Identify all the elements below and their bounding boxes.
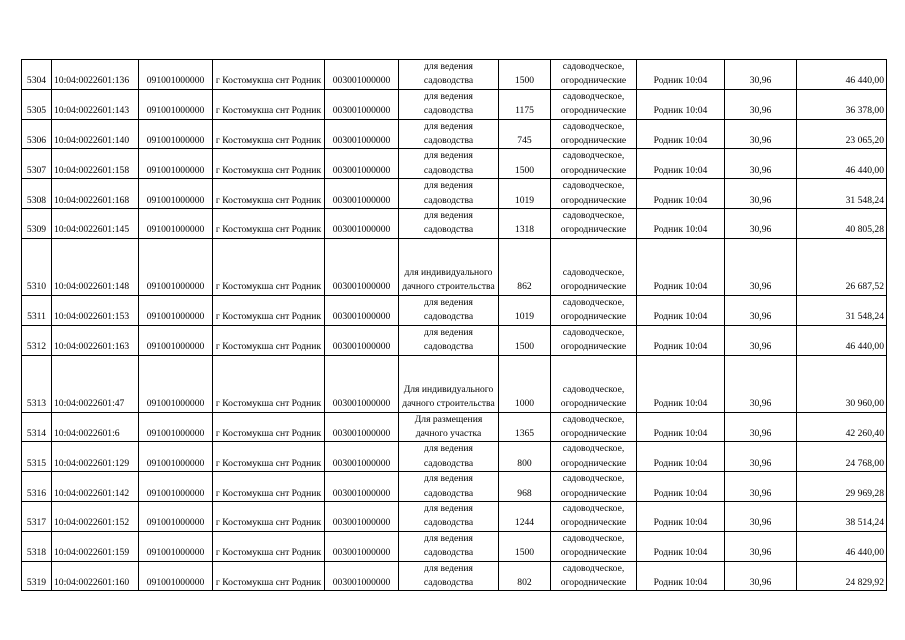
row-number: 5314 (22, 412, 52, 442)
permitted-use: для ведения садоводства (399, 472, 499, 502)
table-body (22, 60, 887, 591)
cadastral-number: 10:04:0022601:163 (52, 325, 139, 355)
permitted-use: для ведения садоводства (399, 149, 499, 179)
row-number: 5317 (22, 501, 52, 531)
cadastral-number: 10:04:0022601:145 (52, 209, 139, 239)
cadastral-value: 31 548,24 (797, 295, 887, 325)
address: г Костомукша снт Родник (213, 561, 325, 591)
cadastral-value: 46 440,00 (797, 149, 887, 179)
oktmo-code: 003001000000 (325, 472, 399, 502)
land-category: садоводческое, огороднические (551, 325, 637, 355)
cadastral-number: 10:04:0022601:158 (52, 149, 139, 179)
cadastral-value: 31 548,24 (797, 179, 887, 209)
table-row (22, 501, 887, 531)
land-category: садоводческое, огороднические (551, 238, 637, 295)
cadastral-value: 46 440,00 (797, 325, 887, 355)
cadastral-value: 46 440,00 (797, 531, 887, 561)
row-number: 5313 (22, 355, 52, 412)
row-number: 5315 (22, 442, 52, 472)
cadastral-value: 24 829,92 (797, 561, 887, 591)
area: 1019 (499, 295, 551, 325)
valuation-zone: Родник 10:04 (637, 209, 725, 239)
land-category: садоводческое, огороднические (551, 149, 637, 179)
cadastral-number: 10:04:0022601:142 (52, 472, 139, 502)
specific-value: 30,96 (725, 442, 797, 472)
address: г Костомукша снт Родник (213, 442, 325, 472)
permitted-use: для ведения садоводства (399, 179, 499, 209)
permitted-use: для ведения садоводства (399, 325, 499, 355)
address: г Костомукша снт Родник (213, 412, 325, 442)
okato-code: 091001000000 (139, 355, 213, 412)
oktmo-code: 003001000000 (325, 119, 399, 149)
table-row (22, 325, 887, 355)
okato-code: 091001000000 (139, 325, 213, 355)
specific-value: 30,96 (725, 561, 797, 591)
area: 862 (499, 238, 551, 295)
land-category: садоводческое, огороднические (551, 531, 637, 561)
cadastral-value: 24 768,00 (797, 442, 887, 472)
cadastral-value: 46 440,00 (797, 60, 887, 90)
valuation-zone: Родник 10:04 (637, 179, 725, 209)
okato-code: 091001000000 (139, 89, 213, 119)
permitted-use: Для размещения дачного участка (399, 412, 499, 442)
okato-code: 091001000000 (139, 60, 213, 90)
valuation-zone: Родник 10:04 (637, 60, 725, 90)
cadastral-value: 30 960,00 (797, 355, 887, 412)
oktmo-code: 003001000000 (325, 149, 399, 179)
permitted-use: для ведения садоводства (399, 209, 499, 239)
land-category: садоводческое, огороднические (551, 179, 637, 209)
row-number: 5318 (22, 531, 52, 561)
area: 1500 (499, 531, 551, 561)
land-category: садоводческое, огороднические (551, 60, 637, 90)
row-number: 5308 (22, 179, 52, 209)
row-number: 5316 (22, 472, 52, 502)
cadastral-number: 10:04:0022601:129 (52, 442, 139, 472)
table-row (22, 442, 887, 472)
oktmo-code: 003001000000 (325, 209, 399, 239)
valuation-zone: Родник 10:04 (637, 561, 725, 591)
cadastral-value: 38 514,24 (797, 501, 887, 531)
specific-value: 30,96 (725, 531, 797, 561)
valuation-zone: Родник 10:04 (637, 325, 725, 355)
table-row (22, 209, 887, 239)
address: г Костомукша снт Родник (213, 238, 325, 295)
cadastral-number: 10:04:0022601:159 (52, 531, 139, 561)
area: 1500 (499, 325, 551, 355)
area: 968 (499, 472, 551, 502)
oktmo-code: 003001000000 (325, 238, 399, 295)
okato-code: 091001000000 (139, 442, 213, 472)
cadastral-number: 10:04:0022601:140 (52, 119, 139, 149)
okato-code: 091001000000 (139, 412, 213, 442)
table-row (22, 238, 887, 295)
table-row (22, 561, 887, 591)
table-row (22, 179, 887, 209)
area: 1500 (499, 149, 551, 179)
table-row (22, 60, 887, 90)
area: 1500 (499, 60, 551, 90)
specific-value: 30,96 (725, 472, 797, 502)
specific-value: 30,96 (725, 412, 797, 442)
land-category: садоводческое, огороднические (551, 119, 637, 149)
row-number: 5304 (22, 60, 52, 90)
table-row (22, 472, 887, 502)
specific-value: 30,96 (725, 89, 797, 119)
table-row (22, 412, 887, 442)
valuation-zone: Родник 10:04 (637, 355, 725, 412)
row-number: 5307 (22, 149, 52, 179)
okato-code: 091001000000 (139, 149, 213, 179)
table-row (22, 89, 887, 119)
valuation-zone: Родник 10:04 (637, 501, 725, 531)
okato-code: 091001000000 (139, 501, 213, 531)
okato-code: 091001000000 (139, 179, 213, 209)
oktmo-code: 003001000000 (325, 89, 399, 119)
area: 1318 (499, 209, 551, 239)
specific-value: 30,96 (725, 295, 797, 325)
row-number: 5311 (22, 295, 52, 325)
cadastral-number: 10:04:0022601:47 (52, 355, 139, 412)
permitted-use: Для индивидуального дачного строительства (399, 355, 499, 412)
oktmo-code: 003001000000 (325, 531, 399, 561)
land-category: садоводческое, огороднические (551, 355, 637, 412)
permitted-use: для ведения садоводства (399, 561, 499, 591)
permitted-use: для ведения садоводства (399, 60, 499, 90)
specific-value: 30,96 (725, 355, 797, 412)
okato-code: 091001000000 (139, 295, 213, 325)
oktmo-code: 003001000000 (325, 295, 399, 325)
permitted-use: для ведения садоводства (399, 119, 499, 149)
table-row (22, 531, 887, 561)
address: г Костомукша снт Родник (213, 501, 325, 531)
land-category: садоводческое, огороднические (551, 442, 637, 472)
specific-value: 30,96 (725, 209, 797, 239)
land-register-table (21, 59, 887, 591)
row-number: 5305 (22, 89, 52, 119)
cadastral-value: 29 969,28 (797, 472, 887, 502)
okato-code: 091001000000 (139, 209, 213, 239)
permitted-use: для ведения садоводства (399, 89, 499, 119)
address: г Костомукша снт Родник (213, 119, 325, 149)
oktmo-code: 003001000000 (325, 442, 399, 472)
specific-value: 30,96 (725, 119, 797, 149)
valuation-zone: Родник 10:04 (637, 119, 725, 149)
permitted-use: для ведения садоводства (399, 501, 499, 531)
specific-value: 30,96 (725, 325, 797, 355)
land-category: садоводческое, огороднические (551, 472, 637, 502)
area: 1365 (499, 412, 551, 442)
okato-code: 091001000000 (139, 531, 213, 561)
oktmo-code: 003001000000 (325, 561, 399, 591)
row-number: 5309 (22, 209, 52, 239)
cadastral-number: 10:04:0022601:143 (52, 89, 139, 119)
row-number: 5310 (22, 238, 52, 295)
area: 745 (499, 119, 551, 149)
cadastral-number: 10:04:0022601:160 (52, 561, 139, 591)
address: г Костомукша снт Родник (213, 295, 325, 325)
area: 802 (499, 561, 551, 591)
area: 1000 (499, 355, 551, 412)
area: 1019 (499, 179, 551, 209)
address: г Костомукша снт Родник (213, 209, 325, 239)
valuation-zone: Родник 10:04 (637, 149, 725, 179)
row-number: 5312 (22, 325, 52, 355)
area: 800 (499, 442, 551, 472)
table-row (22, 295, 887, 325)
okato-code: 091001000000 (139, 238, 213, 295)
specific-value: 30,96 (725, 238, 797, 295)
row-number: 5306 (22, 119, 52, 149)
permitted-use: для ведения садоводства (399, 295, 499, 325)
specific-value: 30,96 (725, 179, 797, 209)
table-row (22, 355, 887, 412)
address: г Костомукша снт Родник (213, 472, 325, 502)
okato-code: 091001000000 (139, 119, 213, 149)
oktmo-code: 003001000000 (325, 412, 399, 442)
land-category: садоводческое, огороднические (551, 89, 637, 119)
specific-value: 30,96 (725, 501, 797, 531)
land-category: садоводческое, огороднические (551, 501, 637, 531)
cadastral-value: 40 805,28 (797, 209, 887, 239)
cadastral-number: 10:04:0022601:148 (52, 238, 139, 295)
table-row (22, 149, 887, 179)
address: г Костомукша снт Родник (213, 325, 325, 355)
address: г Костомукша снт Родник (213, 531, 325, 561)
valuation-zone: Родник 10:04 (637, 531, 725, 561)
cadastral-value: 42 260,40 (797, 412, 887, 442)
address: г Костомукша снт Родник (213, 355, 325, 412)
address: г Костомукша снт Родник (213, 60, 325, 90)
land-category: садоводческое, огороднические (551, 209, 637, 239)
permitted-use: для индивидуального дачного строительства (399, 238, 499, 295)
oktmo-code: 003001000000 (325, 60, 399, 90)
address: г Костомукша снт Родник (213, 89, 325, 119)
address: г Костомукша снт Родник (213, 179, 325, 209)
valuation-zone: Родник 10:04 (637, 472, 725, 502)
row-number: 5319 (22, 561, 52, 591)
cadastral-number: 10:04:0022601:6 (52, 412, 139, 442)
permitted-use: для ведения садоводства (399, 442, 499, 472)
valuation-zone: Родник 10:04 (637, 89, 725, 119)
land-category: садоводческое, огороднические (551, 295, 637, 325)
oktmo-code: 003001000000 (325, 355, 399, 412)
valuation-zone: Родник 10:04 (637, 442, 725, 472)
land-category: садоводческое, огороднические (551, 412, 637, 442)
cadastral-number: 10:04:0022601:136 (52, 60, 139, 90)
oktmo-code: 003001000000 (325, 501, 399, 531)
address: г Костомукша снт Родник (213, 149, 325, 179)
cadastral-value: 26 687,52 (797, 238, 887, 295)
okato-code: 091001000000 (139, 472, 213, 502)
valuation-zone: Родник 10:04 (637, 412, 725, 442)
cadastral-value: 23 065,20 (797, 119, 887, 149)
permitted-use: для ведения садоводства (399, 531, 499, 561)
cadastral-number: 10:04:0022601:168 (52, 179, 139, 209)
valuation-zone: Родник 10:04 (637, 295, 725, 325)
area: 1244 (499, 501, 551, 531)
area: 1175 (499, 89, 551, 119)
oktmo-code: 003001000000 (325, 325, 399, 355)
cadastral-value: 36 378,00 (797, 89, 887, 119)
oktmo-code: 003001000000 (325, 179, 399, 209)
table-row (22, 119, 887, 149)
valuation-zone: Родник 10:04 (637, 238, 725, 295)
land-category: садоводческое, огороднические (551, 561, 637, 591)
specific-value: 30,96 (725, 60, 797, 90)
cadastral-number: 10:04:0022601:152 (52, 501, 139, 531)
specific-value: 30,96 (725, 149, 797, 179)
okato-code: 091001000000 (139, 561, 213, 591)
cadastral-number: 10:04:0022601:153 (52, 295, 139, 325)
